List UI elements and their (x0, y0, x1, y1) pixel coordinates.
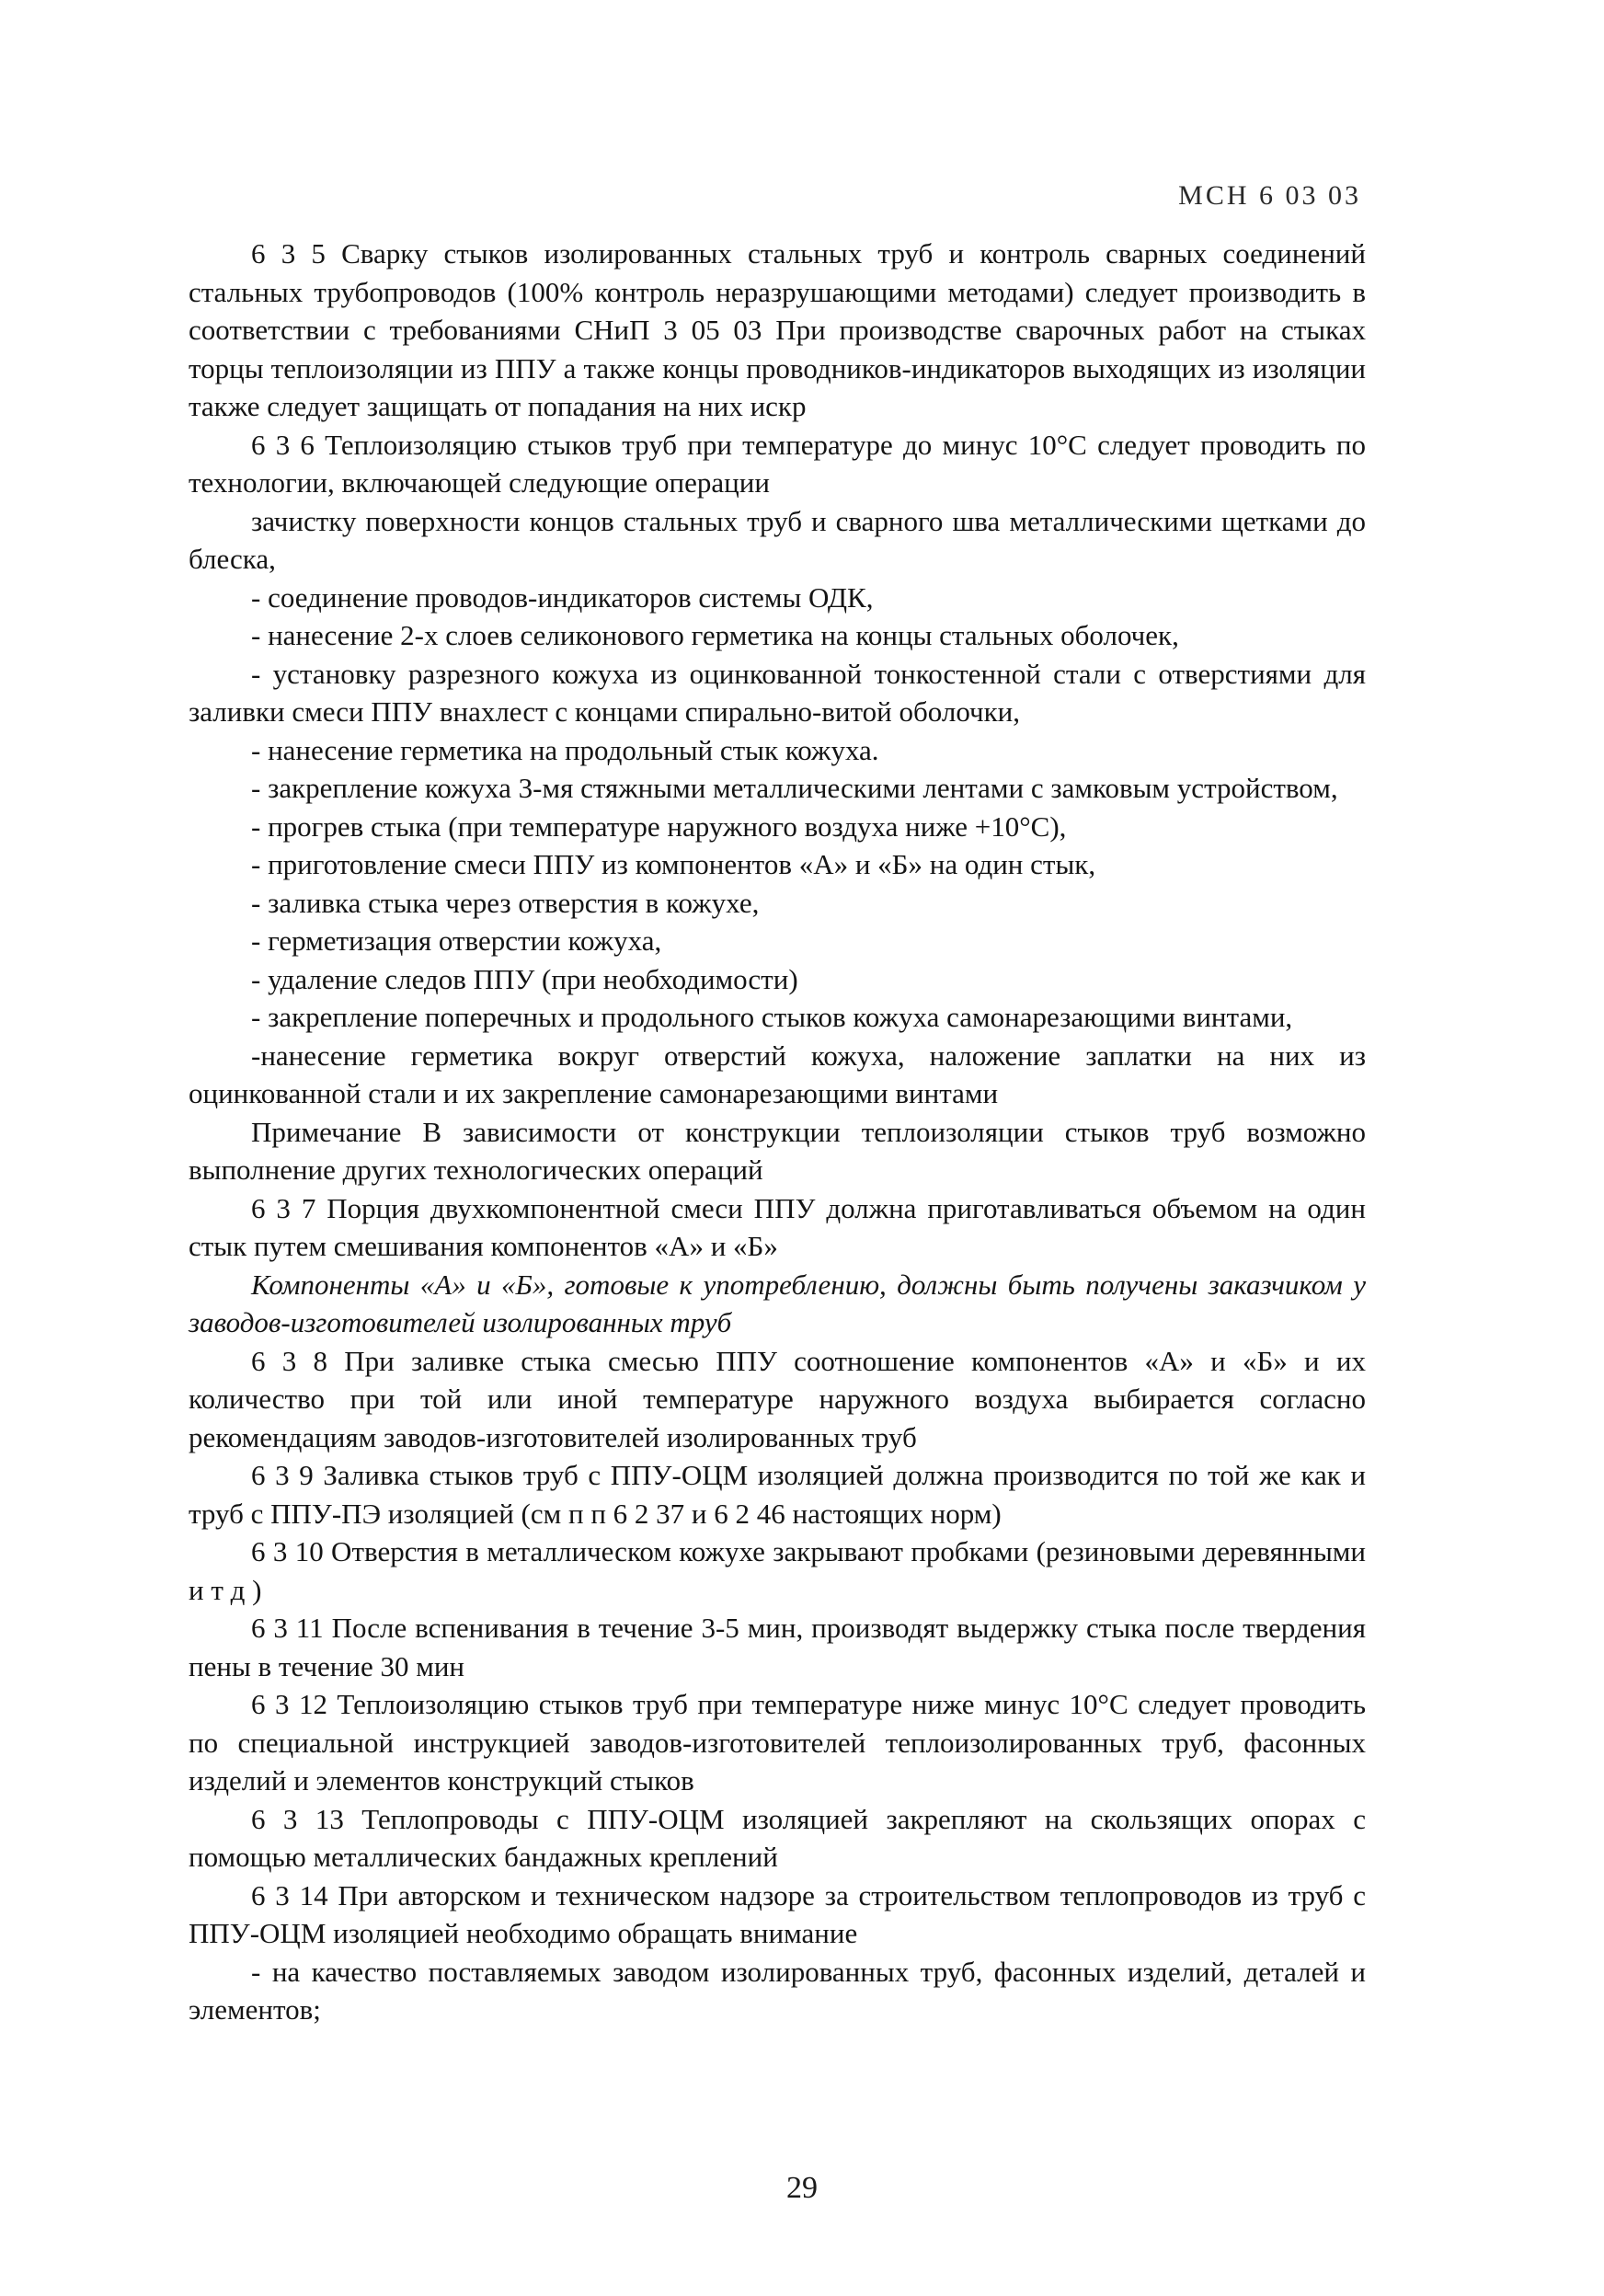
paragraph: Компоненты «А» и «Б», готовые к употреблению, должны быть получены заказчиком у заводов-изготовителей изолированных труб (189, 1268, 1366, 1338)
document-body (189, 235, 1366, 2029)
paragraph: - закрепление кожуха 3-мя стяжными металлическими лентами с замковым устройством, (251, 772, 1338, 804)
paragraph: -нанесение герметика вокруг отверстий кожуха, наложение заплатки на них из оцинкованной стали и их закрепление самонарезающими винтами (189, 1039, 1366, 1109)
paragraph: - прогрев стыка (при температуре наружного воздуха ниже +10°С), (251, 809, 1067, 843)
paragraph: 6 3 12 Теплоизоляцию стыков труб при температуре ниже минус 10°С следует проводить по специальной инструкцией заводов-изготовителей теплоизолированных труб, фасонных изделий и элементов конструкций стыков (189, 1688, 1366, 1797)
paragraph: - приготовление смеси ППУ из компонентов «А» и «Б» на один стык, (251, 848, 1096, 880)
paragraph: 6 3 11 После вспенивания в течение 3-5 мин, производят выдержку стыка после твердения пены в течение 30 мин (189, 1612, 1366, 1682)
paragraph: зачистку поверхности концов стальных труб и сварного шва металлическими щетками до блеска, (189, 504, 1366, 575)
paragraph: 6 3 14 При авторском и техническом надзоре за строительством теплопроводов из труб с ППУ-ОЦМ изоляцией необходимо обращать внимание (189, 1878, 1366, 1949)
paragraph: - установку разрезного кожуха из оцинкованной тонкостенной стали с отверстиями для заливки смеси ППУ внахлест с концами спирально-витой оболочки, (189, 657, 1366, 728)
paragraph: - герметизация отверстии кожуха, (251, 924, 662, 957)
paragraph: Примечание В зависимости от конструкции теплоизоляции стыков труб возможно выполнение других технологических операций (189, 1115, 1366, 1186)
page-number: 29 (786, 2171, 818, 2205)
paragraph: 6 3 6 Теплоизоляцию стыков труб при температуре до минус 10°С следует проводить по технологии, включающей следующие операции (189, 428, 1366, 499)
paragraph: - соединение проводов-индикаторов системы ОДК, (251, 580, 874, 614)
paragraph: - закрепление поперечных и продольного стыков кожуха самонарезающими винтами, (251, 1001, 1293, 1033)
document-code-header: МСН 6 03 03 (1178, 180, 1361, 211)
paragraph: 6 3 9 Заливка стыков труб с ППУ-ОЦМ изоляцией должна производится по той же как и труб с ППУ-ПЭ изоляцией (см п п 6 2 37 и 6 2 46 настоящих норм) (189, 1459, 1366, 1530)
paragraph: - на качество поставляемых заводом изолированных труб, фасонных изделий, деталей и элементов; (189, 1955, 1366, 2026)
paragraph: 6 3 13 Теплопроводы с ППУ-ОЦМ изоляцией закрепляют на скользящих опорах с помощью металлических бандажных креплений (189, 1802, 1366, 1873)
paragraph: - нанесение герметика на продольный стык кожуха. (251, 733, 879, 766)
paragraph: - удаление следов ППУ (при необходимости) (251, 962, 798, 995)
paragraph: 6 3 5 Сварку стыков изолированных стальных труб и контроль сварных соединений стальных трубопроводов (100% контроль неразрушающими методами) следует производить в соответствии с требованиями СНиП 3 05 03 При производстве сварочных работ на стыках торцы теплоизоляции из ППУ а также концы проводников-индикаторов выходящих из изоляции также следует защищать от попадания на них искр (189, 237, 1366, 422)
paragraph: 6 3 10 Отверстия в металлическом кожухе закрывают пробками (резиновыми деревянными и т д ) (189, 1535, 1366, 1606)
paragraph: - заливка стыка через отверстия в кожухе, (251, 886, 760, 919)
paragraph: 6 3 8 При заливке стыка смесью ППУ соотношение компонентов «А» и «Б» и их количество при той или иной температуре наружного воздуха выбирается согласно рекомендациям заводов-изготовителей изолированных труб (189, 1344, 1366, 1453)
paragraph: - нанесение 2-х слоев селиконового герметика на концы стальных оболочек, (251, 619, 1179, 651)
paragraph: 6 3 7 Порция двухкомпонентной смеси ППУ должна приготавливаться объемом на один стык путем смешивания компонентов «А» и «Б» (189, 1191, 1366, 1262)
